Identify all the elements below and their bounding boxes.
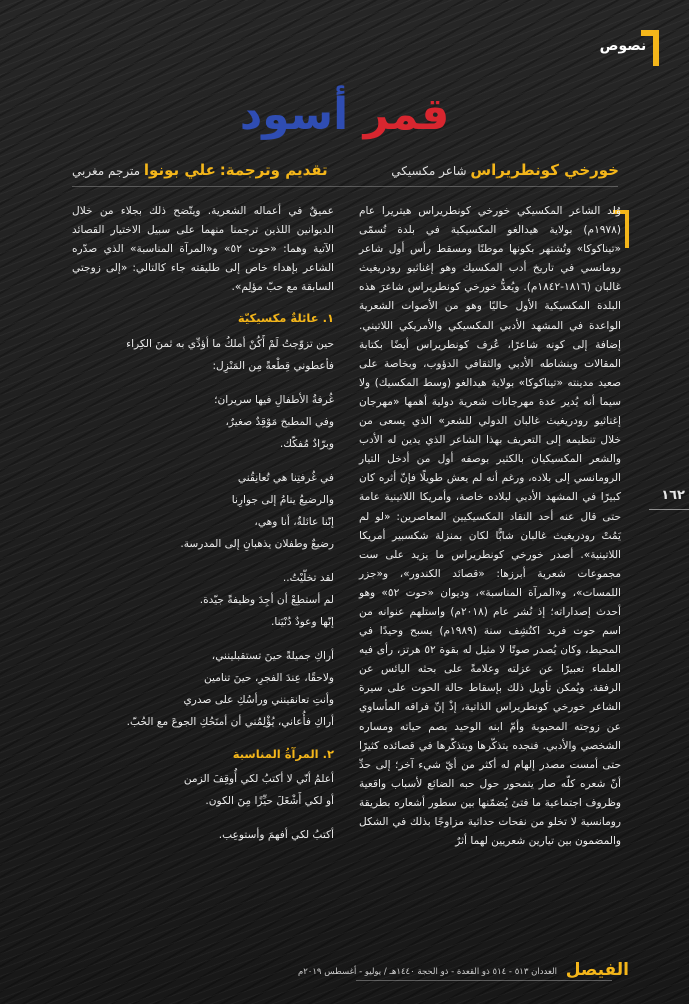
section-bracket	[653, 30, 659, 66]
intro-label: تقديم وترجمة:	[219, 161, 328, 179]
translator-role: مترجم مغربي	[72, 164, 141, 178]
verse-line: إنّنا عائلةٌ، أنا وهي،	[254, 515, 334, 528]
verse-line: وبرّادٌ مُفكّك.	[279, 437, 334, 450]
translator-name: علي بونوا	[143, 161, 216, 179]
verse-line: غُرفةُ الأطفالِ فيها سريران؛	[214, 393, 334, 406]
verse-line: وأنتِ تعانقينني ورأسُكِ على صدري	[183, 693, 334, 706]
verse-line: في غُرفتِنا هي تُعانِقُني	[237, 471, 334, 484]
section-label: نصوص	[599, 38, 647, 54]
verse-line: رضيعٌ وطفلان يذهبانِ إلى المدرسة.	[180, 537, 334, 550]
footer-divider	[356, 980, 612, 981]
verse-line: أو لكي أَشْغَلَ حيِّزًا مِنَ الكون.	[205, 794, 334, 807]
verse-line: والرضيعُ ينامُ إلى جوارِنا	[231, 493, 334, 506]
poem-1-stanza	[72, 467, 334, 555]
verse-line: لقد تخلّيْتُ..	[282, 571, 334, 584]
verse-line: حين تزوّجتُ لَمْ أَكُنْ أملكُ ما أؤدِّي به ثمنَ الكِراء	[126, 337, 334, 350]
page-number-rule	[649, 509, 689, 510]
intro-paragraph: وُلد الشاعر المكسيكي خورخي كونطريراس هيتريرا عام (١٩٧٨م) بولاية هيدالغو المكسيكية في بلدة تُسمّى «تيناكوكا» وتُشتهر بكونها موطنًا ومسقط رأس أول شاعر رومانسي في تاريخ أدب المكسيك وهو إغناثيو رودريغيث غالبان (١٨١٦-١٨٤٢م). ويُعدُّ خورخي كونطريراس شاعرَ هذه البلدة المكسيكية الأول حاليًا وهو من الأصوات الشعرية الواعدة في المشهد الأدبي المكسيكي والأمريكي اللاتيني. إضافة إلى كونه شاعرًا، عُرف كونطريراس أيضًا بكتابة المقالات وبنشاطه الأدبي والثقافي الدؤوب، وبخاصة على صعيد مدينته «تيناكوكا» بولاية هيدالغو (وسط المكسيك) ولا سيما أنه يُدير عدة مهرجانات شعرية دولية أهمها «مهرجان إغناثيو رودريغيث غالبان الدولي للشعر» الذي يسعى من خلال تنظيمه إلى التعريف بهذا الشاعر الذي يدين له الأدب والشعر المكسيكيان بالكثير بوصفه أول من أدخل التيار الرومانسي إلى بلاده، ورغم أنه لم يعش طويلًا فإنّ أثره كان كبيرًا في المشهد الأدبي لبلاده خاصة، وأمريكا اللاتينية عامة حتى قال عنه أحد النقاد المكسيكيين المعاصرين: «لو لم يَمُتْ رودريغيث غالبان شابًّا لكان بمنزلة شكسبير أمريكا اللاتينية». أصدر خورخي كونطريراس ما يزيد على ست مجموعات شعرية أبرزها: «قصائد الكندور»، و«جزر اللمسات»، و«المرآة المناسبة»، وديوان «حوت ٥٢» وهو أحدث إصداراته؛ إذ نُشر عام (٢٠١٨م) واستلهم عنوانه من اسم حوت فريد اكتُشِف سنة (١٩٨٩م) يسبح وحيدًا في المحيط، وكان يُصدر صوتًا لا مثيل له بقوة ٥٢ هرتز، رأى فيه العلماء تعبيرًا عن عزلته وعلامةً على بحثه اليائس عن الرفقة. ويُمكن تأويل ذلك بإسقاط حالة الحوت على سيرة الشاعر خورخي كونطريراس الذاتية، إذْ إنّ فراقه المأساوي عن زوجته المحبوبة وأمّ ابنه الوحيد بصم حياته ومساره الشخصي والأدبي. فنجده يتذكّرها ويتذكّرها في قصائده كثيرًا حتى أمست مصدر إلهام له أكثر من أيّ شيء آخر؛ إلى حدِّ أنّ شعره كلّه صار يتمحور حول حبه الضائع لأسباب واقعية وظروف اجتماعية ما فتئ يُضمّنها بين سطور أشعاره بطريقة رومانسية لا تخلو من نفحات حداثية مزاوجًا بذلك في الشكل والمضمون بين تيارين شعريين لهما أثرٌ	[359, 205, 621, 848]
verse-line: أراكِ فأُعاني، يُؤْلِمُني أن أمنَحُكِ الجوعَ مع الحُبّ.	[126, 715, 334, 728]
poem-1-stanza	[72, 333, 334, 377]
page-number: ١٦٢	[661, 488, 685, 503]
intro-bracket	[625, 210, 629, 248]
title-word-1: قمر	[363, 89, 450, 140]
intro-column-right	[359, 202, 621, 851]
translator-byline	[72, 161, 328, 179]
page-title	[0, 88, 689, 142]
verse-line: أكتبُ لكي أفهمَ وأستوعِب.	[218, 828, 334, 841]
poem-1-stanza	[72, 389, 334, 455]
magazine-logo: الفيصل	[565, 960, 629, 980]
verse-line: فأعطوني قِطْعةً مِن المَنْزِل:	[212, 359, 334, 372]
verse-line: ولاحقًا، عِندَ الفجرِ، حينَ تنامين	[203, 671, 334, 684]
poem-2-heading: ٢. المرآةُ المناسبة	[232, 746, 334, 761]
issue-info: العددان ٥١٣ - ٥١٤ ذو القعدة - ذو الحجة ١٤٤٠هـ / يوليو - أغسطس ٢٠١٩م	[297, 967, 557, 977]
verse-line: أراكِ جميلةً حينَ تستقبلينني،	[211, 649, 334, 662]
poem-2-stanza	[72, 824, 334, 846]
verse-line: وفي المطبخ مَوْقِدٌ صغيرٌ،	[225, 415, 334, 428]
poem-1-heading: ١. عائلةٌ مكسيكيّة	[237, 311, 334, 326]
intro-column-left	[72, 202, 334, 858]
verse-line: إنّها وعودٌ دُنْيَنا.	[270, 615, 334, 628]
intro-paragraph-continued: عميقٌ في أعماله الشعرية. ويتّضح ذلك بجلاء من خلال الديوانين اللذين ترجمنا منهما على سبيل الاختيار القصائد الآتية وهما: «حوت ٥٢» و«المرآة المناسبة» الذي صدّره الشاعر بإهداء خاص إلى طليقته جاء كالتالي: «إلى زوجتي السابقة مع حبّ مؤلِم».	[72, 205, 334, 294]
poet-name: خورخي كونطريراس	[470, 161, 619, 179]
verse-line: لم أستطِعْ أن أجِدَ وظيفةً جيّدة.	[199, 593, 334, 606]
poet-byline	[391, 161, 619, 179]
header-divider	[72, 186, 618, 187]
poem-1-stanza	[72, 645, 334, 733]
verse-line: أعلمُ أنّي لا أكتبُ لكي أُوقِفَ الزمن	[183, 772, 334, 785]
poem-1-stanza	[72, 567, 334, 633]
title-word-2: أسود	[239, 89, 349, 140]
poem-2-stanza	[72, 768, 334, 812]
poet-role: شاعر مكسيكي	[391, 164, 467, 178]
